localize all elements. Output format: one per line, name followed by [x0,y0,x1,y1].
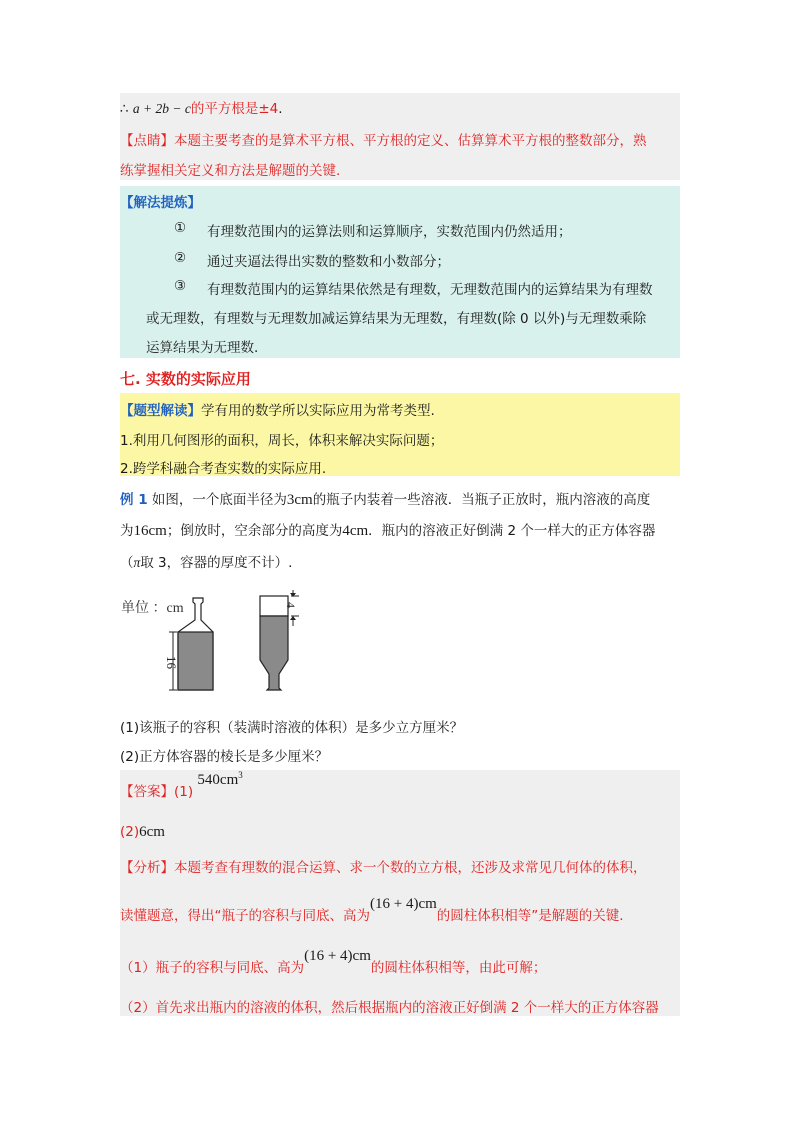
sqrt-value: ±4 [258,101,279,117]
section-heading: 七. 实数的实际应用 [120,370,251,388]
answer-line-1 [120,770,243,801]
analysis-point-expression: (16 + 4)cm [304,948,371,964]
pi-symbol: π [133,555,141,570]
note-tag: 【点睛】 [120,133,174,149]
type-reading-box [120,393,680,476]
method-item-3: 有理数范围内的运算结果依然是有理数，无理数范围内的运算结果为有理数 [207,282,653,298]
empty-height-value: 4cm [342,523,369,539]
example-text-2a: 为 [120,523,134,539]
height-16-label: 16 [164,656,179,669]
example-text-1b: 的瓶子内装着一些溶液．当瓶子正放时，瓶内溶液的高度 [312,492,651,508]
therefore-symbol: ∴ [120,101,129,117]
method-cont-2: 运算结果为无理数. [146,340,259,356]
type-reading-line-1: 1.利用几何图形的面积，周长，体积来解决实际问题； [120,433,444,449]
period: . [278,101,283,117]
method-item-1: 有理数范围内的运算法则和运算顺序，实数范围内仍然适用； [207,224,572,240]
bottle-figure [115,590,315,700]
method-num-3: ③ [174,278,187,294]
analysis-text-1: 本题考查有理数的混合运算、求一个数的立方根，还涉及求常见几何体的体积， [174,860,647,876]
height-value: 16cm [133,523,167,539]
note-text-1: 本题主要考查的是算术平方根、平方根的定义、估算算术平方根的整数部分，熟 [174,133,647,149]
example-text-2b: ；倒放时，空余部分的高度为 [166,523,343,539]
method-box [120,186,680,358]
type-reading-line-2: 2.跨学科融合考查实数的实际应用. [120,461,327,477]
analysis-expression: (16 + 4)cm [370,896,437,912]
example-text-3a: （ [120,555,134,571]
radius-value: 3cm [286,492,313,508]
analysis-text-2a: 读懂题意，得出“瓶子的容积与同底、高为 [120,908,370,924]
analysis-tag: 【分析】 [120,860,174,876]
analysis-point-1 [120,948,547,977]
example-line-2 [120,519,655,540]
analysis-line-2 [120,896,624,925]
method-title: 【解法提炼】 [120,195,201,211]
question-1: (1)该瓶子的容积（装满时溶液的体积）是多少立方厘米？ [120,720,464,736]
example-text-1a: 如图，一个底面半径为 [151,492,287,508]
height-4-label: 4 [284,602,298,608]
answer-1-exponent: 3 [238,770,243,780]
answer-tag: 【答案】 [120,784,174,800]
method-cont-1: 或无理数，有理数与无理数加减运算结果为无理数，有理数(除 0 以外)与无理数乘除 [146,311,647,327]
note-line-1 [120,129,647,149]
answer-1-prefix: (1) [174,784,194,800]
analysis-point-1b: 的圆柱体积相等，由此可解； [370,960,547,976]
example-line-3 [120,551,292,571]
unit-label: 单位 ：cm [121,601,184,616]
example-text-2c: ．瓶内的溶液正好倒满 2 个一样大的正方体容器 [368,523,656,539]
answer-2-value: 6cm [139,824,165,840]
type-reading-text: 学有用的数学所以实际应用为常考类型. [201,403,435,419]
inverted-bottle [260,590,299,690]
type-reading-tag: 【题型解读】 [120,403,201,419]
expression: a + 2b − c [132,101,191,116]
analysis-line-1 [120,856,647,876]
answer-line-2 [120,824,165,841]
analysis-point-1a: （1）瓶子的容积与同底、高为 [120,960,305,976]
analysis-text-2b: 的圆柱体积相等”是解题的关键. [436,908,624,924]
sqrt-text: 的平方根是 [190,101,259,117]
method-num-1: ① [174,220,187,236]
type-reading-intro [120,399,435,419]
sqrt-result-line [120,97,283,117]
method-num-2: ② [174,250,187,266]
answer-1-value [197,772,242,788]
analysis-point-2: （2）首先求出瓶内的溶液的体积，然后根据瓶内的溶液正好倒满 2 个一样大的正方体容器 [120,1000,659,1016]
example-label: 例 1 [120,492,148,508]
method-item-2: 通过夹逼法得出实数的整数和小数部分； [207,254,450,270]
answer-1-number: 540cm [197,772,239,788]
answer-2-prefix: (2) [120,824,140,840]
note-line-2: 练掌握相关定义和方法是解题的关键. [120,163,341,179]
answer-box [120,770,680,1016]
example-text-3b: 取 3，容器的厚度不计）. [140,555,293,571]
intro-box [120,93,680,180]
example-line-1 [120,488,650,509]
question-2: (2)正方体容器的棱长是多少厘米？ [120,749,329,765]
